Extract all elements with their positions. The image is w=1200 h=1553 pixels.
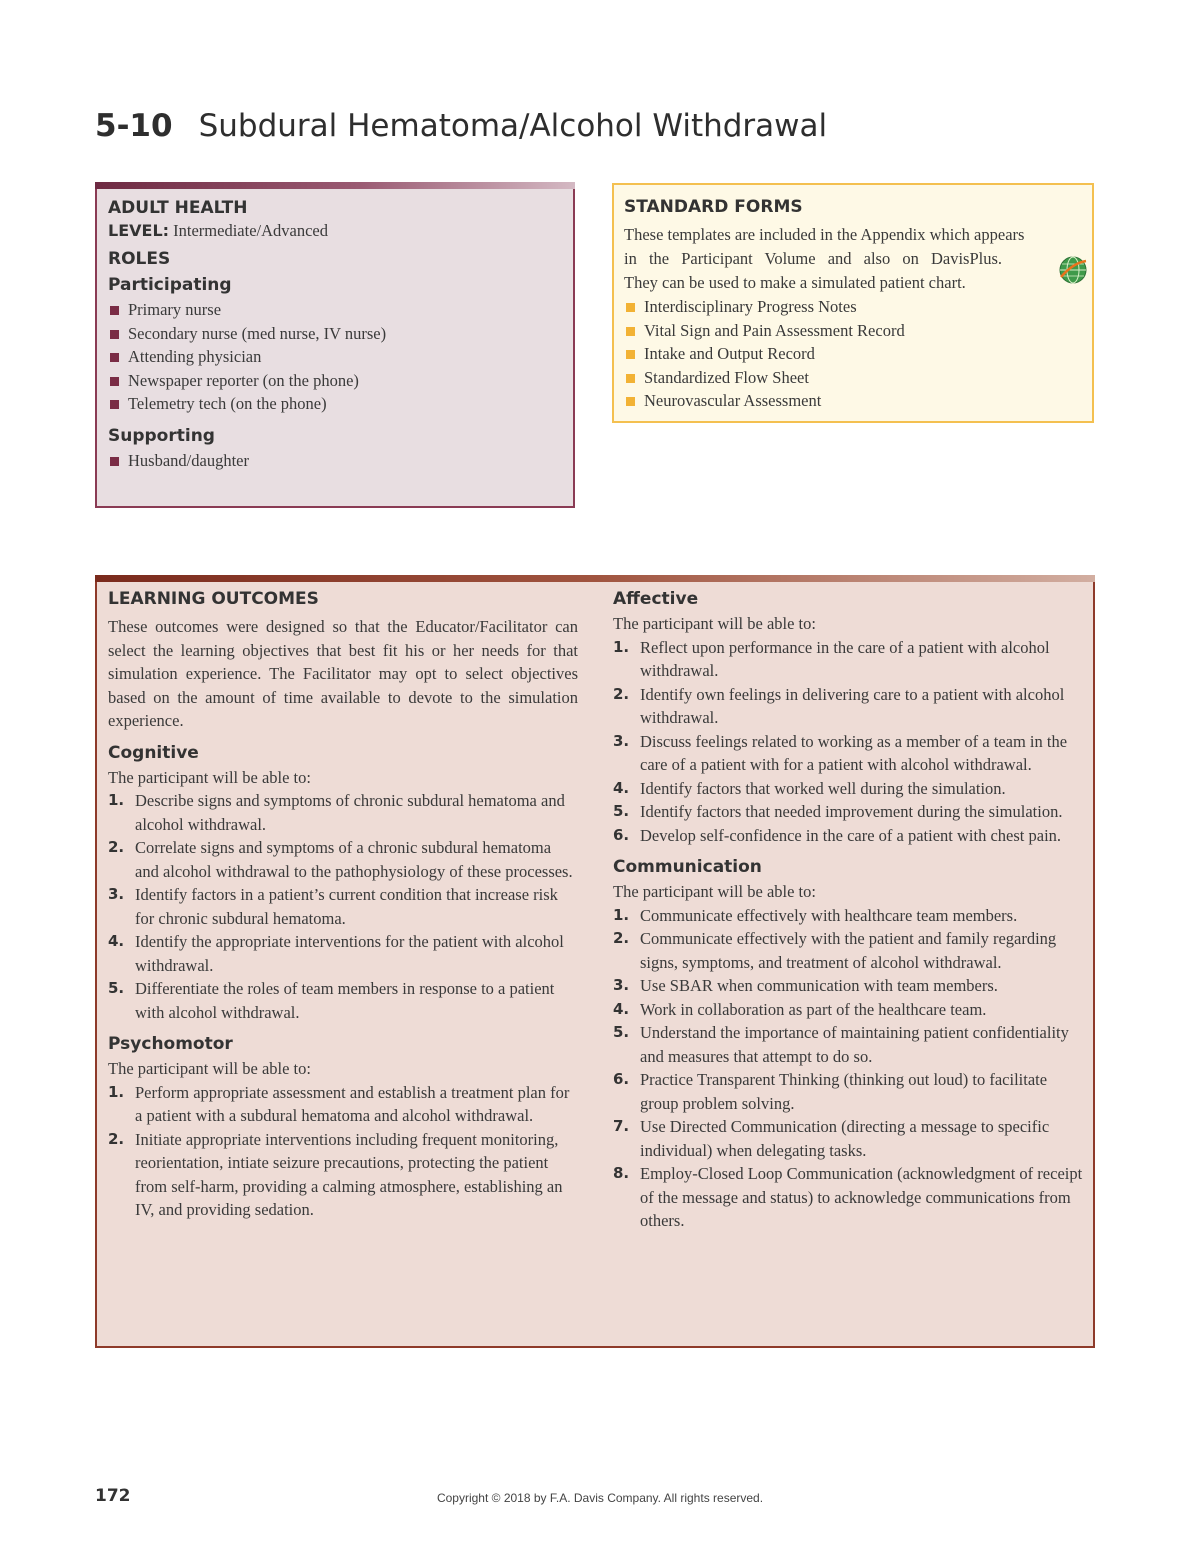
roles-heading: ROLES <box>108 249 171 269</box>
learning-outcomes-intro: These outcomes were designed so that the Educator/Facilitator can select the learning objectives that best fit his or her needs for that simulation experience. The Facilitator may opt to select objectives based on the amount of time available to devote to the simulation experience. <box>108 617 578 730</box>
list-item: 6. Practice Transparent Thinking (thinking out loud) to facilitate group problem solving. <box>613 1070 1048 1113</box>
section-title: Subdural Hematoma/Alcohol Withdrawal <box>198 108 828 144</box>
affective-lead: The participant will be able to: <box>613 614 816 633</box>
list-item: 1. Communicate effectively with healthcare team members. <box>613 905 1018 925</box>
list-item: 4. Identify the appropriate interventions for the patient with alcohol withdrawal. <box>108 932 564 975</box>
cognitive-heading: Cognitive <box>108 742 199 763</box>
list-item: 4. Work in collaboration as part of the healthcare team. <box>613 999 987 1019</box>
list-item: 1. Describe signs and symptoms of chronic subdural hematoma and alcohol withdrawal. <box>108 791 565 834</box>
cognitive-list <box>108 789 578 1024</box>
psychomotor-list <box>108 1081 578 1222</box>
list-item: 1. Perform appropriate assessment and establish a treatment plan for a patient with a subdural hematoma and alcohol withdrawal. <box>108 1082 570 1125</box>
list-item: 5. Identify factors that needed improvement during the simulation. <box>613 802 1063 821</box>
list-item: 3. Discuss feelings related to working as a member of a team in the care of a patient with for a patient with alcohol withdrawal. <box>613 731 1068 774</box>
list-item: 8. Employ-Closed Loop Communication (acknowledgment of receipt of the message and status) to acknowledge communications from others. <box>613 1164 1083 1230</box>
globe-icon <box>1058 255 1088 285</box>
communication-lead: The participant will be able to: <box>613 882 816 901</box>
psychomotor-lead: The participant will be able to: <box>108 1059 311 1078</box>
list-item: 4. Identify factors that worked well during the simulation. <box>613 778 1006 798</box>
form-item: Interdisciplinary Progress Notes <box>624 295 1082 319</box>
standard-forms-list <box>624 295 1082 413</box>
page-number: 172 <box>95 1486 131 1506</box>
page-title <box>95 108 827 144</box>
learning-outcomes-box <box>95 575 1095 1348</box>
supporting-heading: Supporting <box>108 425 215 446</box>
affective-heading: Affective <box>613 589 699 609</box>
learning-outcomes-heading: LEARNING OUTCOMES <box>108 589 319 609</box>
roles-box <box>95 182 575 508</box>
affective-list <box>613 636 1085 848</box>
list-item: 2. Identify own feelings in delivering care to a patient with alcohol withdrawal. <box>613 684 1065 727</box>
communication-heading: Communication <box>613 857 762 877</box>
form-item: Vital Sign and Pain Assessment Record <box>624 319 1082 343</box>
list-item: Secondary nurse (med nurse, IV nurse) <box>108 322 563 346</box>
participating-heading: Participating <box>108 275 232 295</box>
list-item: 3. Identify factors in a patient’s current condition that increase risk for chronic subdural hematoma. <box>108 885 558 928</box>
roles-box-top-bar <box>95 182 575 189</box>
list-item: 1. Reflect upon performance in the care of a patient with alcohol withdrawal. <box>613 637 1050 680</box>
forms-desc-line: These templates are included in the Appendix which appears <box>624 225 1025 244</box>
list-item: 5. Differentiate the roles of team members in response to a patient with alcohol withdrawal. <box>108 979 555 1022</box>
list-item: Attending physician <box>108 345 563 369</box>
list-item: Husband/daughter <box>108 449 563 473</box>
section-number: 5-10 <box>95 108 173 144</box>
learning-outcomes-top-bar <box>95 575 1095 582</box>
list-item: Primary nurse <box>108 298 563 322</box>
supporting-list <box>108 449 563 473</box>
list-item: 6. Develop self-confidence in the care of a patient with chest pain. <box>613 825 1062 845</box>
participating-list <box>108 298 563 416</box>
list-item: 2. Initiate appropriate interventions including frequent monitoring, reorientation, intiate seizure precautions, protecting the patient from self-harm, providing a calming atmosphere, establishing an IV, and providing sedation. <box>108 1129 563 1219</box>
standard-forms-box <box>612 183 1094 423</box>
communication-list <box>613 904 1085 1233</box>
list-item: 2. Correlate signs and symptoms of a chronic subdural hematoma and alcohol withdrawal to the pathophysiology of these processes. <box>108 838 573 881</box>
list-item: 2. Communicate effectively with the patient and family regarding signs, symptoms, and treatment of alcohol withdrawal. <box>613 929 1057 972</box>
level-value: Intermediate/Advanced <box>173 221 328 240</box>
form-item: Standardized Flow Sheet <box>624 366 1082 390</box>
level-label: LEVEL: <box>108 221 170 240</box>
form-item: Intake and Output Record <box>624 342 1082 366</box>
level-line <box>108 221 563 241</box>
cognitive-lead: The participant will be able to: <box>108 767 311 787</box>
list-item: Telemetry tech (on the phone) <box>108 392 563 416</box>
psychomotor-heading: Psychomotor <box>108 1034 233 1054</box>
list-item: 3. Use SBAR when communication with team members. <box>613 976 998 995</box>
forms-desc-line: in the Participant Volume and also on DavisPlus. <box>624 249 1003 268</box>
copyright-notice: Copyright © 2018 by F.A. Davis Company. All rights reserved. <box>436 1491 764 1505</box>
list-item: Newspaper reporter (on the phone) <box>108 369 563 393</box>
learning-outcomes-left-column <box>108 589 578 1222</box>
forms-desc-line: They can be used to make a simulated patient chart. <box>624 273 966 292</box>
list-item: 7. Use Directed Communication (directing a message to specific individual) when delegating tasks. <box>613 1117 1050 1160</box>
form-item: Neurovascular Assessment <box>624 389 1082 413</box>
standard-forms-heading: STANDARD FORMS <box>624 197 803 217</box>
adult-health-heading: ADULT HEALTH <box>108 198 248 218</box>
list-item: 5. Understand the importance of maintaining patient confidentiality and measures that attempt to do so. <box>613 1023 1069 1066</box>
learning-outcomes-right-column <box>613 589 1085 1233</box>
